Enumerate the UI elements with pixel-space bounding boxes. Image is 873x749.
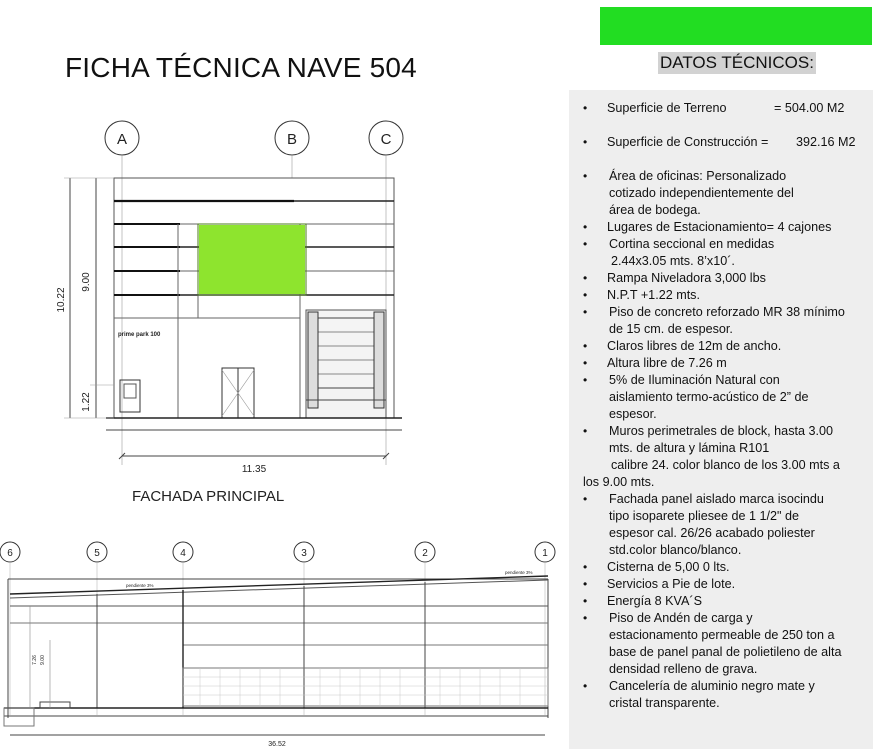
spec-line: • Piso de concreto reforzado MR 38 mínimo — [609, 305, 845, 319]
spec-line: 2.44x3.05 mts. 8’x10´. — [611, 254, 735, 268]
axis-label: A — [116, 131, 128, 148]
spec-line: mts. de altura y lámina R101 — [609, 441, 770, 455]
spec-line: base de panel panal de polietileno de alta — [609, 645, 842, 659]
spec-item-muros — [583, 423, 868, 474]
dim-total-height: 10.22 — [56, 287, 67, 313]
spec-line: Altura libre de 7.26 m — [607, 356, 727, 370]
spec-line: Cisterna de 5,00 0 lts. — [607, 560, 730, 574]
spec-line: densidad relleno de grava. — [609, 662, 758, 676]
spec-label: Superficie de Terreno — [607, 101, 727, 115]
spec-line: • Cancelería de aluminio negro mate y — [609, 679, 815, 693]
spec-line: N.P.T +1.22 mts. — [607, 288, 700, 302]
spec-item-anden — [583, 610, 868, 678]
dim-base: 1.22 — [81, 392, 92, 412]
dim-width: 11.35 — [241, 464, 267, 475]
spec-line: • 5% de Iluminación Natural con — [609, 373, 780, 387]
spec-line: espesor. — [609, 407, 657, 421]
spec-item-muros-tail — [583, 474, 868, 491]
spec-item-npt — [583, 287, 868, 304]
page-title: FICHA TÉCNICA NAVE 504 — [65, 52, 417, 83]
spec-item-cisterna — [583, 559, 868, 576]
spec-line: Energía 8 KVA´S — [607, 594, 702, 608]
block-pattern — [183, 668, 548, 706]
spec-item-superficie-terreno — [583, 100, 868, 117]
slope-label-right: pendiente 3% — [505, 570, 533, 575]
brand-text: prime park 100 — [118, 332, 161, 338]
accent-bar — [600, 7, 872, 45]
dim-length: 36.52 — [268, 741, 286, 748]
spec-line: • Área de oficinas: Personalizado — [609, 169, 787, 183]
spec-item-servicios — [583, 576, 868, 593]
spec-line: Claros libres de 12m de ancho. — [607, 339, 782, 353]
axis-label: 6 — [7, 548, 13, 559]
spec-item-estacionamiento — [583, 219, 868, 236]
slope-label-left: pendiente 3% — [126, 583, 154, 588]
spec-line: área de bodega. — [609, 203, 701, 217]
spec-value: = 504.00 M2 — [774, 101, 845, 115]
spec-line: espesor cal. 26/26 acabado poliester — [609, 526, 815, 540]
spec-line: std.color blanco/blanco. — [609, 543, 742, 557]
spec-item-piso — [583, 304, 868, 338]
spec-item-superficie-construccion — [583, 134, 868, 151]
axis-label: 5 — [94, 548, 100, 559]
spec-line: • Muros perimetrales de block, hasta 3.00 — [609, 424, 834, 438]
datos-tecnicos-title: DATOS TÉCNICOS: — [660, 53, 814, 72]
fachada-principal-label: FACHADA PRINCIPAL — [132, 488, 285, 505]
spec-line: Lugares de Estacionamiento= 4 cajones — [607, 220, 832, 234]
spec-line: Servicios a Pie de lote. — [607, 577, 736, 591]
spec-item-oficinas — [583, 168, 868, 219]
spec-line: tipo isoparete pliesee de 1 1/2" de — [609, 509, 800, 523]
dim-height-small: 7.26 — [32, 655, 38, 665]
spec-item-rampa — [583, 270, 868, 287]
axis-label: 1 — [542, 548, 548, 559]
spec-item-claros — [583, 338, 868, 355]
spec-item-altura — [583, 355, 868, 372]
spec-line: cristal transparente. — [609, 696, 720, 710]
spec-line: • Piso de Andén de carga y — [609, 611, 753, 625]
spec-line: calibre 24. color blanco de los 3.00 mts a — [611, 458, 840, 472]
spec-line: aislamiento termo-acústico de 2” de — [609, 390, 809, 404]
axis-label: 2 — [422, 548, 428, 559]
spec-line: • Cortina seccional en medidas — [609, 237, 775, 251]
spec-line: Rampa Niveladora 3,000 lbs — [607, 271, 766, 285]
spec-item-iluminacion — [583, 372, 868, 423]
spec-line: de 15 cm. de espesor. — [609, 322, 733, 336]
spec-item-cortina — [583, 236, 868, 270]
spec-value: 392.16 M2 — [796, 135, 856, 149]
axis-label: B — [286, 131, 298, 148]
spec-item-energia — [583, 593, 868, 610]
dim-side-small: 9.00 — [40, 655, 46, 665]
axis-label: 3 — [301, 548, 307, 559]
dim-height: 9.00 — [81, 272, 92, 292]
axis-label: 4 — [180, 548, 186, 559]
spec-item-canceleria — [583, 678, 868, 712]
spec-line: cotizado independientemente del — [609, 186, 794, 200]
axis-label: C — [380, 131, 392, 148]
spec-item-fachada — [583, 491, 868, 559]
spec-line: estacionamento permeable de 250 ton a — [609, 628, 835, 642]
spec-line: • Fachada panel aislado marca isocindu — [609, 492, 824, 506]
spec-label: Superficie de Construcción = — [607, 135, 769, 149]
specs-list — [583, 100, 868, 712]
spec-line: los 9.00 mts. — [583, 475, 655, 489]
